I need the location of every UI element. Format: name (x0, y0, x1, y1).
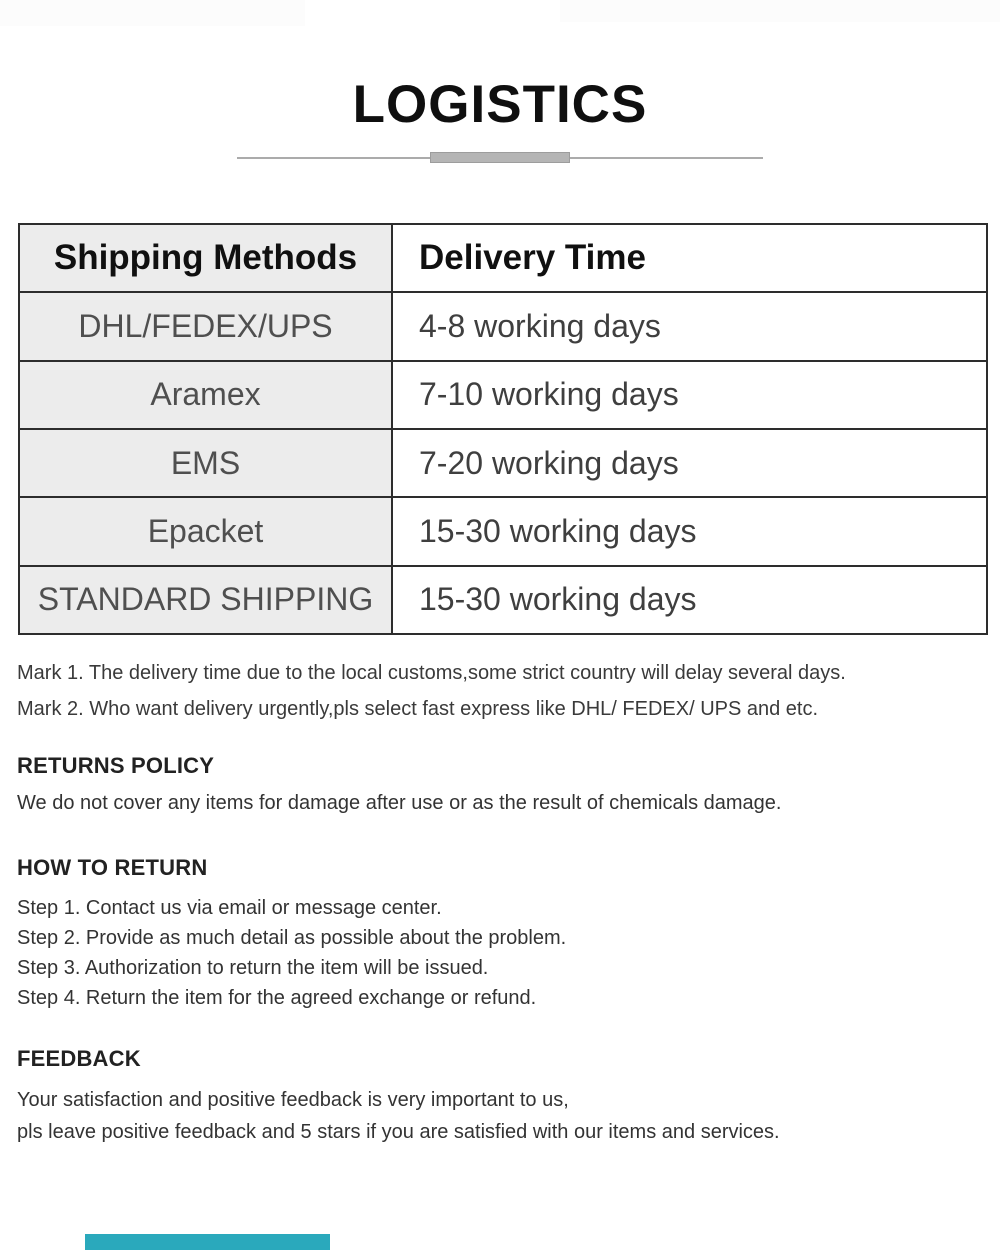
returns-policy-heading: RETURNS POLICY (17, 753, 215, 778)
returns-policy-body: We do not cover any items for damage after use or as the result of chemicals damage. (17, 792, 782, 814)
top-edge-strip-left (0, 0, 305, 26)
header-shipping-methods: Shipping Methods (20, 225, 393, 291)
method-cell: EMS (20, 430, 393, 496)
method-cell: Epacket (20, 498, 393, 564)
feedback-line2: pls leave positive feedback and 5 stars if you are satisfied with our items and services. (17, 1121, 780, 1143)
page-title: LOGISTICS (352, 75, 648, 134)
time-cell: 15-30 working days (419, 581, 697, 618)
title-divider (237, 150, 763, 166)
note-mark1: Mark 1. The delivery time due to the local customs,some strict country will delay several days. (17, 662, 846, 684)
table-row (20, 565, 986, 633)
time-cell: 7-20 working days (419, 444, 679, 481)
feedback-line1: Your satisfaction and positive feedback is very important to us, (17, 1089, 569, 1111)
method-cell: STANDARD SHIPPING (20, 567, 393, 633)
table-row (20, 360, 986, 428)
time-cell: 7-10 working days (419, 376, 679, 413)
bottom-accent-bar (85, 1234, 330, 1250)
how-to-return-heading: HOW TO RETURN (17, 855, 208, 880)
method-cell: Aramex (20, 362, 393, 428)
time-cell: 4-8 working days (419, 307, 661, 344)
table-row (20, 496, 986, 564)
feedback-body (17, 1084, 977, 1148)
shipping-table (18, 223, 988, 635)
return-step: Step 2. Provide as much detail as possible about the problem. (17, 927, 567, 949)
header-delivery-time: Delivery Time (419, 238, 646, 278)
divider-center-block (430, 152, 570, 163)
table-row (20, 291, 986, 359)
return-step: Step 1. Contact us via email or message center. (17, 897, 442, 919)
note-mark2: Mark 2. Who want delivery urgently,pls select fast express like DHL/ FEDEX/ UPS and etc. (17, 698, 819, 720)
return-steps (17, 893, 977, 1013)
top-edge-strip-right (560, 0, 1000, 22)
return-step: Step 4. Return the item for the agreed exchange or refund. (17, 987, 537, 1009)
method-cell: DHL/FEDEX/UPS (20, 293, 393, 359)
table-row (20, 428, 986, 496)
customs-notes (17, 655, 992, 727)
feedback-heading: FEEDBACK (17, 1046, 141, 1071)
time-cell: 15-30 working days (419, 512, 697, 549)
return-step: Step 3. Authorization to return the item will be issued. (17, 957, 489, 979)
table-header-row (20, 225, 986, 291)
